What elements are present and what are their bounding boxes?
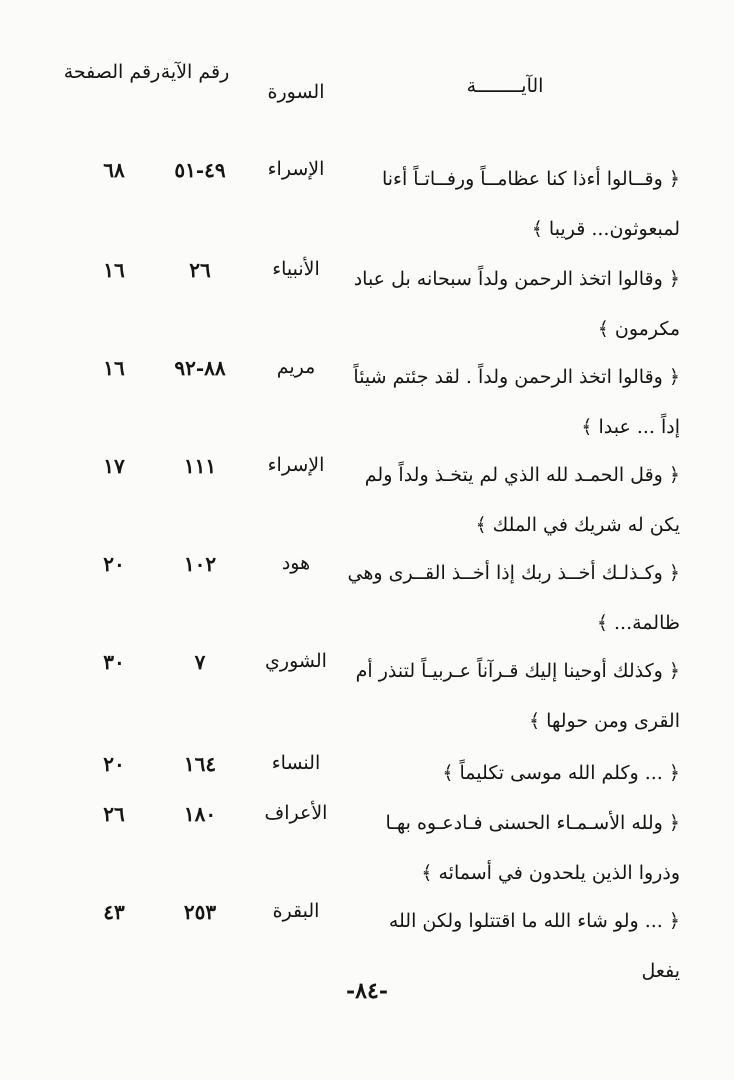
row-aya-number: ٤٩-٥١ bbox=[174, 158, 226, 182]
row-verse: ﴿ ... وكلم الله موسى تكليماً ﴾ bbox=[442, 762, 680, 784]
row-aya-number: ١٦٤ bbox=[183, 752, 217, 776]
row-page-number: ٤٣ bbox=[103, 900, 125, 924]
header-surah: السورة bbox=[267, 81, 325, 103]
row-aya-number: ٨٨-٩٢ bbox=[174, 356, 226, 380]
row-page-number: ١٦ bbox=[103, 258, 125, 282]
row-page-number: ٢٠ bbox=[103, 752, 125, 776]
row-surah: الإسراء bbox=[267, 454, 325, 476]
row-aya-number: ٢٦ bbox=[189, 258, 211, 282]
row-verse: ﴿ وقالوا اتخذ الرحمن ولداً . لقد جئتم شيئاً إداً ... عبدا ﴾ bbox=[353, 366, 680, 438]
row-verse: ﴿ وقالوا اتخذ الرحمن ولداً سبحانه بل عباد مكرمون ﴾ bbox=[353, 268, 680, 340]
page-number-footer: -٨٤- bbox=[346, 978, 388, 1004]
row-surah: الأعراف bbox=[264, 802, 328, 824]
row-surah: الشوري bbox=[265, 650, 327, 672]
header-aya-number: رقم الآية bbox=[160, 61, 230, 83]
header-verse: الآيــــــــة bbox=[466, 75, 544, 97]
header-page-number: رقم الصفحة bbox=[63, 61, 161, 83]
row-surah: الأنبياء bbox=[272, 258, 320, 280]
row-verse: ﴿ وقل الحمـد لله الذي لم يتخـذ ولداً ولم يكن له شريك في الملك ﴾ bbox=[364, 464, 680, 536]
row-page-number: ١٧ bbox=[103, 454, 125, 478]
row-verse: ﴿ وقــالوا أءذا كنا عظامــاً ورفــاتـاً أءنا لمبعوثون... قريبا ﴾ bbox=[381, 168, 680, 240]
row-page-number: ٢٠ bbox=[103, 552, 125, 576]
row-verse: ﴿ ولله الأسـمـاء الحسنى فـادعـوه بهـا وذروا الذين يلحدون في أسمائه ﴾ bbox=[385, 812, 680, 884]
row-surah: النساء bbox=[271, 752, 321, 774]
row-verse: ﴿ وكـذلـك أخــذ ربك إذا أخــذ القــرى وهي ظالمة... ﴾ bbox=[347, 562, 680, 634]
row-page-number: ٣٠ bbox=[103, 650, 125, 674]
row-surah: الإسراء bbox=[267, 158, 325, 180]
row-aya-number: ١٨٠ bbox=[183, 802, 217, 826]
row-surah: البقرة bbox=[272, 900, 320, 922]
row-page-number: ١٦ bbox=[103, 356, 125, 380]
row-aya-number: ١١١ bbox=[183, 454, 217, 478]
row-surah: هود bbox=[281, 552, 311, 574]
row-page-number: ٦٨ bbox=[103, 158, 125, 182]
row-surah: مريم bbox=[276, 356, 316, 378]
row-aya-number: ٢٥٣ bbox=[183, 900, 217, 924]
row-page-number: ٢٦ bbox=[103, 802, 125, 826]
row-aya-number: ١٠٢ bbox=[183, 552, 217, 576]
row-verse: ﴿ ... ولو شاء الله ما اقتتلوا ولكن الله يفعل bbox=[388, 910, 680, 982]
row-verse: ﴿ وكذلك أوحينا إليك قـرآناً عـربيـاً لتنذر أم القرى ومن حولها ﴾ bbox=[355, 660, 680, 732]
row-aya-number: ٧ bbox=[194, 650, 206, 674]
